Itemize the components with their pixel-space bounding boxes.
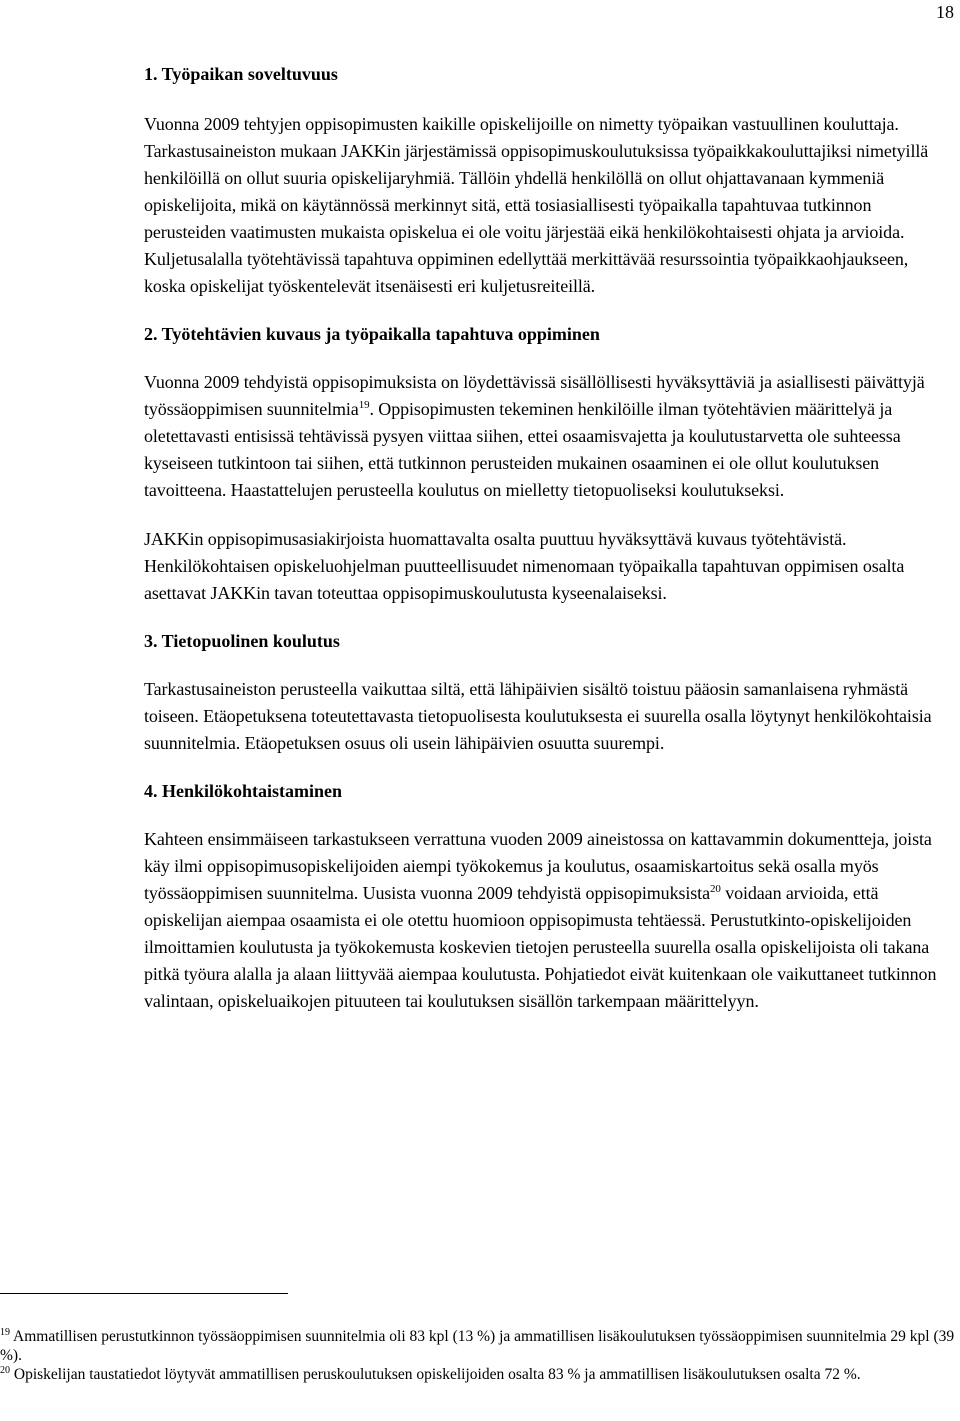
page-number: 18 xyxy=(936,2,954,22)
footnote-text: Opiskelijan taustatiedot löytyvät ammatillisen peruskoulutuksen opiskelijoiden osalta 83 % ja ammatillisen lisäkoulutuksen osalta 72 %. xyxy=(10,1366,861,1383)
footnote-ref-20[interactable]: 20 xyxy=(709,883,721,895)
footnote-number: 19 xyxy=(0,1327,10,1338)
paragraph-text: Vuonna 2009 tehdyistä oppisopimuksista on löydettävissä sisällöllisesti hyväksyttäviä ja asiallisesti päivättyjä työssäoppimisen suunnitelmia xyxy=(144,372,925,419)
section-heading: 2. Työtehtävien kuvaus ja työpaikalla tapahtuva oppiminen xyxy=(144,324,600,344)
paragraph-text: . Oppisopimusten tekeminen henkilöille ilman työtehtävien määrittelyä ja oletettavasti entisissä tehtävissä pysyen viittaa siihen, ettei osaamisvajetta ja koulutustarvetta ole suhteessa kyseiseen tutkintoon tai siihen, että tutkinnon perusteiden mukainen osaaminen ei ole ollut koulutuksen tavoitteena. Haastattelujen perusteella koulutus on mielletty tietopuoliseksi koulutukseksi. xyxy=(144,399,901,500)
footnote-ref-19[interactable]: 19 xyxy=(358,399,370,411)
section-heading: 3. Tietopuolinen koulutus xyxy=(144,631,340,651)
paragraph xyxy=(144,826,944,1015)
footnote xyxy=(0,1365,958,1384)
footnote-number: 20 xyxy=(0,1365,10,1376)
footnote xyxy=(0,1327,958,1365)
document-body xyxy=(144,60,944,1015)
section-heading: 4. Henkilökohtaistaminen xyxy=(144,781,343,801)
paragraph xyxy=(144,369,944,504)
footnotes xyxy=(0,1327,958,1384)
paragraph: Tarkastusaineiston perusteella vaikuttaa siltä, että lähipäivien sisältö toistuu pääosin samanlaisena ryhmästä toiseen. Etäopetuksena toteutettavasta tietopuolisesta koulutuksesta ei suurella osalla löytynyt henkilökohtaisia suunnitelmia. Etäopetuksen osuus oli usein lähipäivien osuutta suurempi. xyxy=(144,679,932,753)
section-heading: 1. Työpaikan soveltuvuus xyxy=(144,64,338,84)
footnote-text: Ammatillisen perustutkinnon työssäoppimisen suunnitelmia oli 83 kpl (13 %) ja ammatillisen lisäkoulutuksen työssäoppimisen suunnitelmia 29 kpl (39 %). xyxy=(0,1328,955,1364)
paragraph-text: voidaan arvioida, että opiskelijan aiempaa osaamista ei ole otettu huomioon oppisopimusta tehtäessä. Perustutkinto-opiskelijoiden ilmoittamien koulutusta ja työkokemusta koskevien tietojen perusteella suurella osalla opiskelijoista oli takana pitkä työura alalla ja alaan liittyvää aiempaa koulutusta. Pohjatiedot eivät kuitenkaan ole vaikuttaneet tutkinnon valintaan, opiskeluaikojen pituuteen tai koulutuksen sisällön tarkempaan määrittelyyn. xyxy=(144,883,937,1011)
footnote-separator xyxy=(0,1293,288,1294)
paragraph-text: Kahteen ensimmäiseen tarkastukseen verrattuna vuoden 2009 aineistossa on kattavammin dokumentteja, joista käy ilmi oppisopimusopiskelijoiden aiempi työkokemus ja koulutus, osaamiskartoitus sekä osalla myös työssäoppimisen suunnitelma. Uusista vuonna 2009 tehdyistä oppisopimuksista xyxy=(144,829,932,903)
paragraph: JAKKin oppisopimusasiakirjoista huomattavalta osalta puuttuu hyväksyttävä kuvaus työtehtävistä. Henkilökohtaisen opiskeluohjelman puutteellisuudet nimenomaan työpaikalla tapahtuvan oppimisen osalta asettavat JAKKin tavan toteuttaa oppisopimuskoulutusta kyseenalaiseksi. xyxy=(144,529,905,603)
paragraph: Vuonna 2009 tehtyjen oppisopimusten kaikille opiskelijoille on nimetty työpaikan vastuullinen kouluttaja. Tarkastusaineiston mukaan JAKKin järjestämissä oppisopimuskoulutuksissa työpaikkakouluttajiksi nimetyillä henkilöillä on ollut suuria opiskelijaryhmiä. Tällöin yhdellä henkilöllä on ollut ohjattavanaan kymmeniä opiskelijoita, mikä on käytännössä merkinnyt sitä, että tosiasiallisesti työpaikalla tapahtuvaa tutkinnon perusteiden vaatimusten mukaista opiskelua ei ole voitu järjestää eikä henkilökohtaisesti ohjata ja arvioida. Kuljetusalalla työtehtävissä tapahtuva oppiminen edellyttää merkittävää resurssointia työpaikkaohjaukseen, koska opiskelijat työskentelevät itsenäisesti eri kuljetusreiteillä. xyxy=(144,114,929,296)
